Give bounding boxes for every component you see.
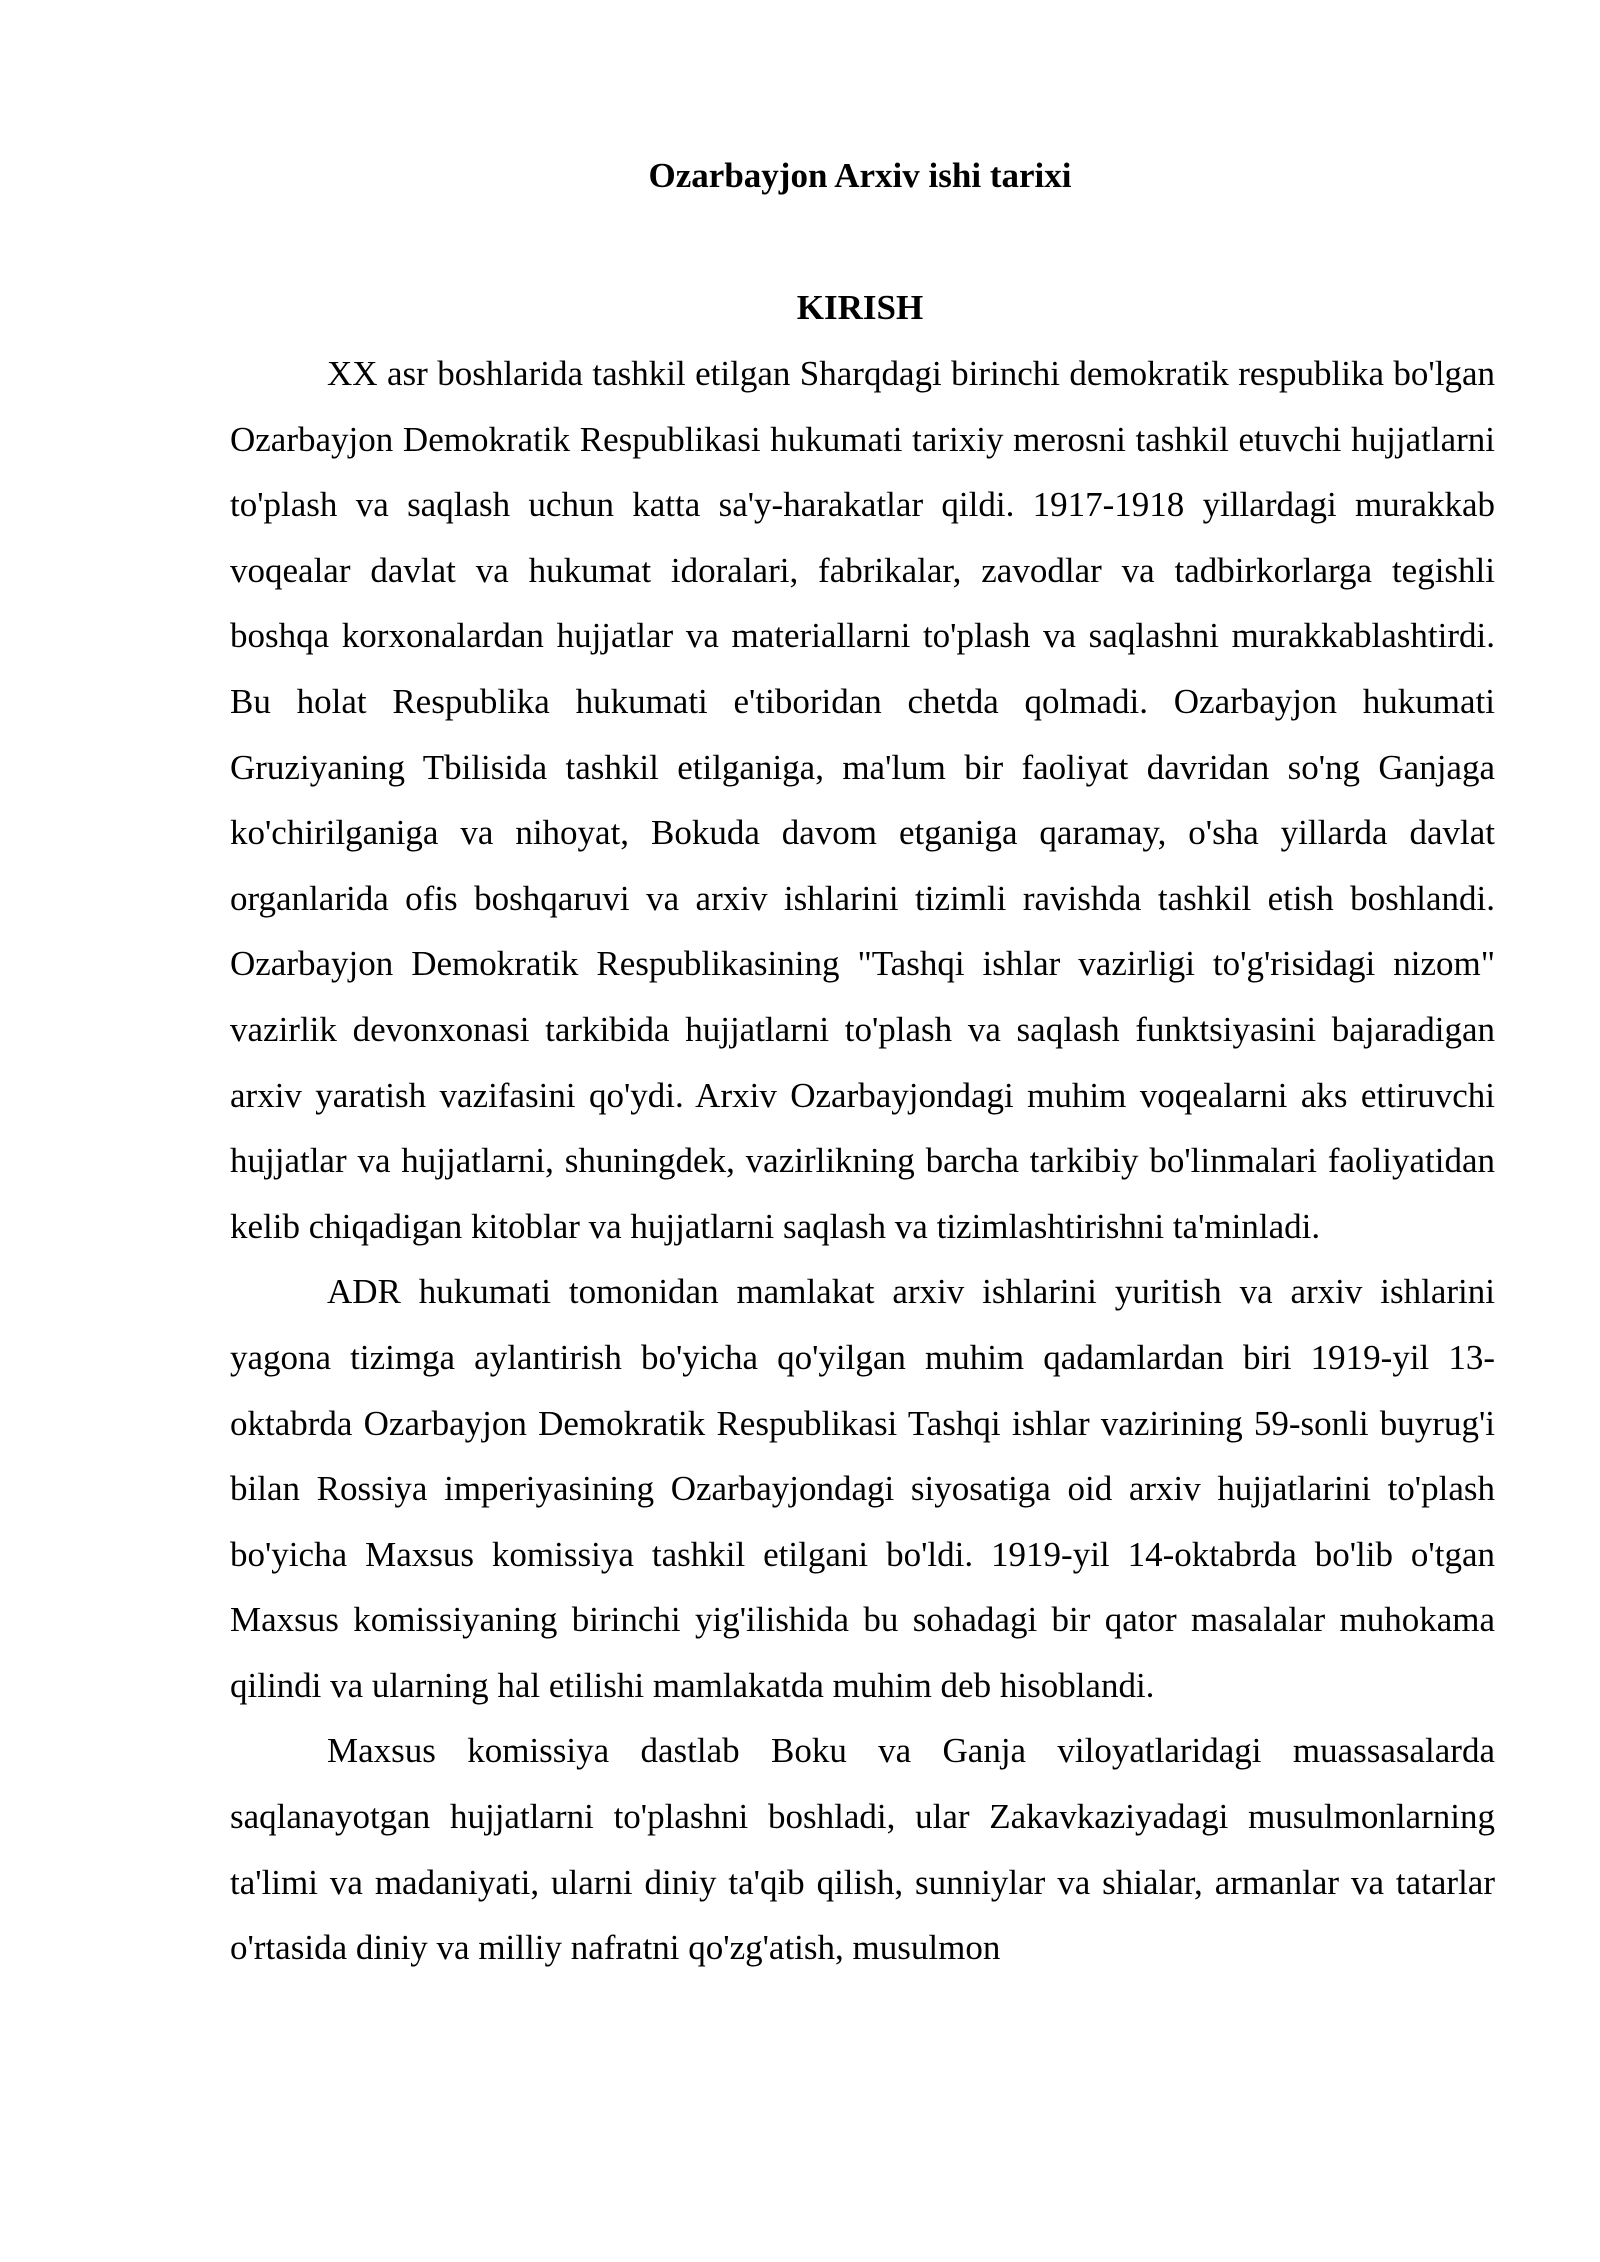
document-title: Ozarbayjon Arxiv ishi tarixi [648, 156, 1072, 195]
paragraph-1: XX asr boshlarida tashkil etilgan Sharqdagi birinchi demokratik respublika bo'lgan Ozarbayjon Demokratik Respublikasi hukumati tarixiy merosni tashkil etuvchi hujjatlarni to'plash va saqlash uchun katta sa'y-harakatlar qildi. 1917-1918 yillardagi murakkab voqealar davlat va hukumat idoralari, fabrikalar, zavodlar va tadbirkorlarga tegishli boshqa korxonalardan hujjatlar va materiallarni to'plash va saqlashni murakkablashtirdi. Bu holat Respublika hukumati e'tiboridan chetda qolmadi. Ozarbayjon hukumati Gruziyaning Tbilisida tashkil etilganiga, ma'lum bir faoliyat davridan so'ng Ganjaga ko'chirilganiga va nihoyat, Bokuda davom etganiga qaramay, o'sha yillarda davlat organlarida ofis boshqaruvi va arxiv ishlarini tizimli ravishda tashkil etish boshlandi. Ozarbayjon Demokratik Respublikasining "Tashqi ishlar vazirligi to'g'risidagi nizom" vazirlik devonxonasi tarkibida hujjatlarni to'plash va saqlash funktsiyasini bajaradigan arxiv yaratish vazifasini qo'ydi. Arxiv Ozarbayjondagi muhim voqealarni aks ettiruvchi hujjatlar va hujjatlarni, shuningdek, vazirlikning barcha tarkibiy bo'linmalari faoliyatidan kelib chiqadigan kitoblar va hujjatlarni saqlash va tizimlashtirishni ta'minladi. [230, 354, 1495, 1246]
paragraph-3: Maxsus komissiya dastlab Boku va Ganja viloyatlaridagi muassasalarda saqlanayotgan hujjatlarni to'plashni boshladi, ular Zakavkaziyadagi musulmonlarning ta'limi va madaniyati, ularni diniy ta'qib qilish, sunniylar va shialar, armanlar va tatarlar o'rtasida diniy va milliy nafratni qo'zg'atish, musulmon [230, 1731, 1495, 1968]
document-body [230, 341, 1495, 1981]
section-heading-kirish: KIRISH [796, 288, 924, 327]
paragraph-2: ADR hukumati tomonidan mamlakat arxiv ishlarini yuritish va arxiv ishlarini yagona tizimga aylantirish bo'yicha qo'yilgan muhim qadamlardan biri 1919-yil 13-oktabrda Ozarbayjon Demokratik Respublikasi Tashqi ishlar vazirining 59-sonli buyrug'i bilan Rossiya imperiyasining Ozarbayjondagi siyosatiga oid arxiv hujjatlarini to'plash bo'yicha Maxsus komissiya tashkil etilgani bo'ldi. 1919-yil 14-oktabrda bo'lib o'tgan Maxsus komissiyaning birinchi yig'ilishida bu sohadagi bir qator masalalar muhokama qilindi va ularning hal etilishi mamlakatda muhim deb hisoblandi. [230, 1272, 1495, 1705]
